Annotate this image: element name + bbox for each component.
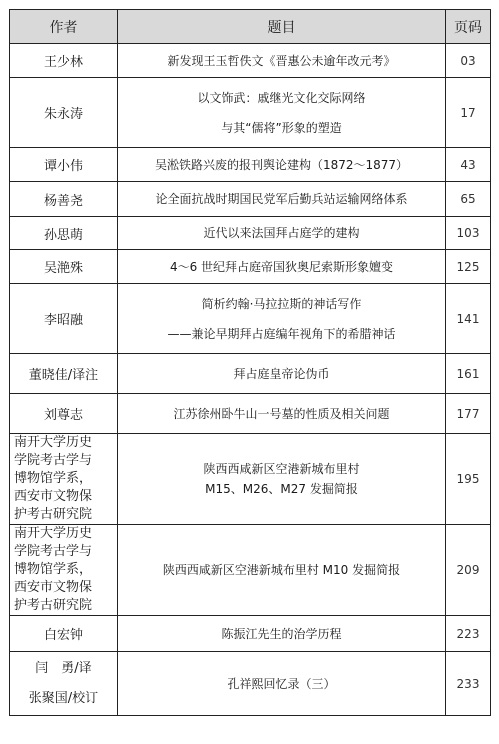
toc-row — [10, 616, 491, 652]
author-cell — [10, 616, 118, 652]
author-line: 西安市文物保 — [14, 489, 93, 504]
title-line: 拜占庭皇帝论伪币 — [233, 366, 330, 381]
author-line: 学院考古学与 — [14, 544, 93, 559]
title-line: 孔祥熙回忆录（三） — [227, 676, 336, 691]
page-number: 125 — [446, 250, 491, 284]
toc-row — [10, 182, 491, 217]
author-line: 吴滟殊 — [43, 261, 83, 276]
page-number: 195 — [446, 434, 491, 525]
title-line: 陕西西咸新区空港新城布里村 M10 发掘简报 — [162, 563, 401, 577]
author-cell — [10, 182, 118, 217]
author-line: 西安市文物保 — [14, 580, 93, 595]
author-line: 张聚国/校订 — [28, 690, 99, 706]
author-cell — [10, 354, 118, 394]
page-number: 03 — [446, 44, 491, 78]
title-line: ——兼论早期拜占庭编年视角下的希腊神话 — [167, 326, 396, 341]
title-line: 陈振江先生的治学历程 — [221, 626, 342, 641]
toc-body — [10, 44, 491, 716]
page-number: 65 — [446, 182, 491, 217]
author-line: 博物馆学系， — [14, 471, 93, 486]
toc-row — [10, 44, 491, 78]
page-number: 233 — [446, 652, 491, 716]
author-line: 护考古研究院 — [14, 507, 93, 522]
page-number: 141 — [446, 284, 491, 354]
page-number: 43 — [446, 148, 491, 182]
title-line: 4～6 世纪拜占庭帝国狄奥尼索斯形象嬗变 — [169, 259, 394, 274]
author-line: 护考古研究院 — [14, 598, 93, 613]
author-cell — [10, 148, 118, 182]
toc-row — [10, 217, 491, 250]
title-line: 与其“儒将”形象的塑造 — [221, 120, 342, 135]
page-number: 177 — [446, 394, 491, 434]
author-cell — [10, 217, 118, 250]
title-line: M15、M26、M27 发掘简报 — [205, 482, 358, 496]
toc-row — [10, 284, 491, 354]
author-cell — [10, 434, 118, 525]
page-number: 209 — [446, 525, 491, 616]
title-line: 论全面抗战时期国民党军后勤兵站运输网络体系 — [155, 192, 408, 206]
author-line: 杨善尧 — [43, 193, 83, 209]
toc-row — [10, 148, 491, 182]
title-cell — [118, 652, 446, 716]
author-cell — [10, 652, 118, 716]
author-line: 博物馆学系， — [14, 562, 93, 577]
author-line: 朱永涛 — [43, 107, 83, 122]
toc-row — [10, 354, 491, 394]
title-cell — [118, 148, 446, 182]
author-line: 南开大学历史 — [14, 435, 93, 450]
author-line: 闫 勇/译 — [35, 660, 92, 676]
page-number: 103 — [446, 217, 491, 250]
author-line: 白宏钟 — [43, 628, 83, 643]
author-line: 王少林 — [43, 55, 83, 70]
toc-table — [9, 9, 491, 716]
toc-row — [10, 394, 491, 434]
toc-row — [10, 78, 491, 148]
author-line: 李昭融 — [43, 313, 83, 328]
author-line: 学院考古学与 — [14, 453, 93, 468]
title-cell — [118, 217, 446, 250]
title-cell — [118, 616, 446, 652]
title-cell — [118, 284, 446, 354]
page-number: 161 — [446, 354, 491, 394]
title-line: 简析约翰·马拉拉斯的神话写作 — [201, 296, 362, 311]
toc-row — [10, 250, 491, 284]
author-cell — [10, 394, 118, 434]
toc-table-wrapper — [9, 9, 490, 735]
title-line: 江苏徐州卧牛山一号墓的性质及相关问题 — [173, 406, 390, 421]
page-number: 17 — [446, 78, 491, 148]
author-cell — [10, 78, 118, 148]
author-line: 谭小伟 — [43, 159, 83, 174]
author-cell — [10, 284, 118, 354]
title-cell — [118, 78, 446, 148]
header-title: 题目 — [118, 10, 446, 44]
toc-row — [10, 434, 491, 525]
title-line: 陕西西咸新区空港新城布里村 — [203, 462, 360, 476]
title-line: 近代以来法国拜占庭学的建构 — [203, 226, 360, 240]
title-cell — [118, 44, 446, 78]
title-cell — [118, 250, 446, 284]
author-line: 刘尊志 — [43, 408, 83, 423]
title-line: 新发现王玉哲佚文《晋惠公未逾年改元考》 — [167, 53, 396, 68]
author-line: 孙思萌 — [43, 227, 83, 243]
author-cell — [10, 250, 118, 284]
toc-row — [10, 652, 491, 716]
title-line: 以文饰武：戚继光文化交际网络 — [197, 90, 366, 105]
toc-row — [10, 525, 491, 616]
title-cell — [118, 354, 446, 394]
header-author: 作者 — [10, 10, 118, 44]
page-number: 223 — [446, 616, 491, 652]
author-line: 董晓佳/译注 — [28, 368, 99, 383]
title-cell — [118, 434, 446, 525]
author-cell — [10, 44, 118, 78]
title-line: 吴淞铁路兴废的报刊舆论建构（1872～1877） — [154, 157, 409, 172]
header-page: 页码 — [446, 10, 491, 44]
title-cell — [118, 182, 446, 217]
author-cell — [10, 525, 118, 616]
title-cell — [118, 394, 446, 434]
author-line: 南开大学历史 — [14, 526, 93, 541]
header-row — [10, 10, 491, 44]
title-cell — [118, 525, 446, 616]
